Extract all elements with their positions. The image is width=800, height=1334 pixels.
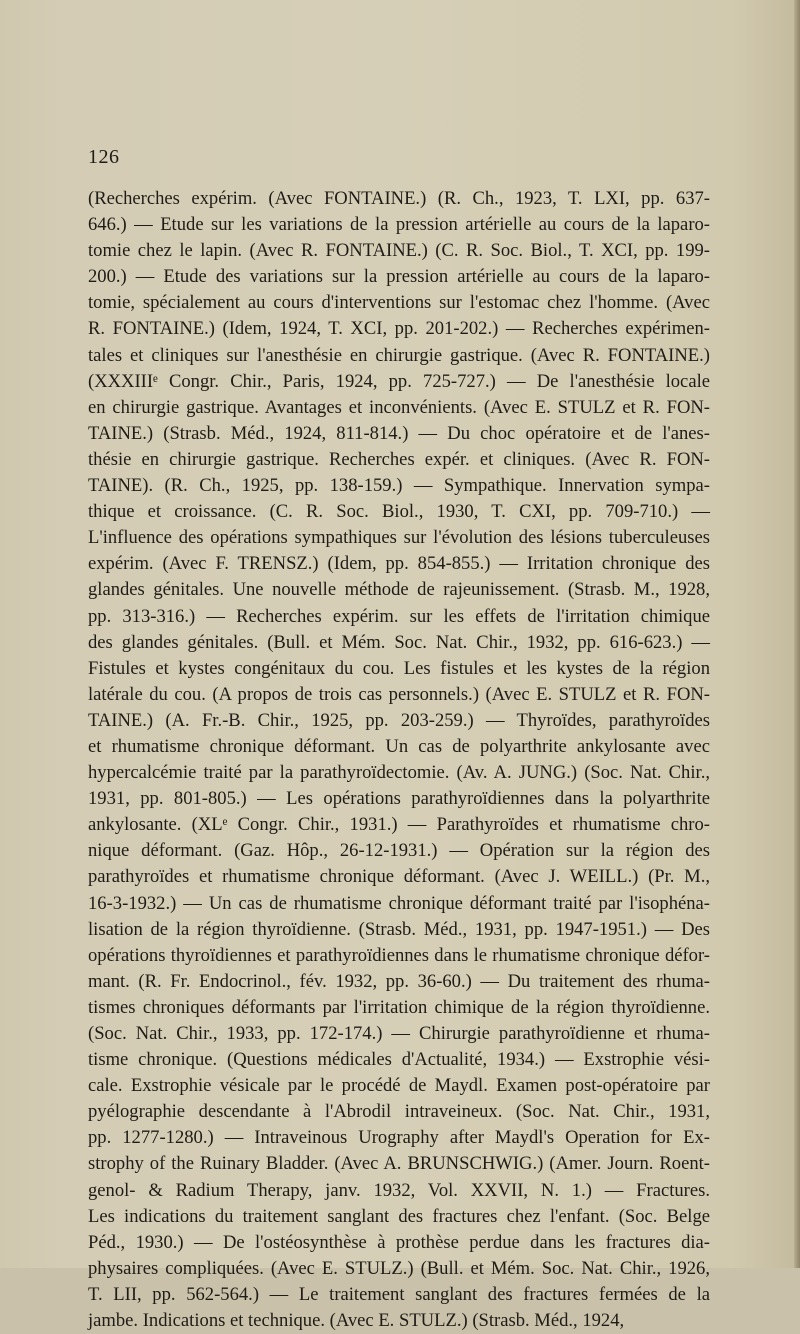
text-line: hypercalcémie traité par la parathyroïdectomie. (Av. A. JUNG.) (Soc. Nat. Chir.,	[88, 762, 710, 784]
text-line: opérations thyroïdiennes et parathyroïdiennes dans le rhumatisme chronique défor-	[88, 944, 710, 966]
text-line: thésie en chirurgie gastrique. Recherches expér. et cliniques. (Avec R. FON-	[88, 448, 710, 470]
text-line: thique et croissance. (C. R. Soc. Biol., 1930, T. CXI, pp. 709-710.) —	[88, 501, 710, 523]
text-line: tismes chroniques déformants par l'irritation chimique de la région thyroïdienne.	[88, 996, 710, 1018]
text-line: parathyroïdes et rhumatisme chronique déformant. (Avec J. WEILL.) (Pr. M.,	[88, 866, 710, 888]
text-line: Les indications du traitement sanglant des fractures chez l'enfant. (Soc. Belge	[88, 1205, 710, 1227]
page-number: 126	[88, 146, 120, 168]
text-line: (Soc. Nat. Chir., 1933, pp. 172-174.) — Chirurgie parathyroïdienne et rhuma-	[88, 1023, 710, 1044]
page-edge	[794, 0, 800, 1268]
text-line: pp. 313-316.) — Recherches expérim. sur les effets de l'irritation chimique	[88, 605, 710, 627]
text-line: tales et cliniques sur l'anesthésie en chirurgie gastrique. (Avec R. FONTAINE.)	[88, 344, 710, 366]
text-line: en chirurgie gastrique. Avantages et inconvénients. (Avec E. STULZ et R. FON-	[88, 396, 710, 418]
text-line: physaires compliquées. (Avec E. STULZ.) (Bull. et Mém. Soc. Nat. Chir., 1926,	[88, 1257, 710, 1279]
bibliography-text	[88, 186, 710, 1334]
text-line: 1931, pp. 801-805.) — Les opérations parathyroïdiennes dans la polyarthrite	[88, 788, 710, 810]
text-line: expérim. (Avec F. TRENSZ.) (Idem, pp. 854-855.) — Irritation chronique des	[88, 553, 710, 575]
text-line: Péd., 1930.) — De l'ostéosynthèse à prothèse perdue dans les fractures dia-	[88, 1231, 710, 1253]
text-line: TAINE.) (A. Fr.-B. Chir., 1925, pp. 203-259.) — Thyroïdes, parathyroïdes	[88, 709, 710, 731]
text-line: T. LII, pp. 562-564.) — Le traitement sanglant des fractures fermées de la	[88, 1283, 710, 1305]
text-line: ankylosante. (XLᵉ Congr. Chir., 1931.) — Parathyroïdes et rhumatisme chro-	[88, 814, 710, 836]
text-line: pp. 1277-1280.) — Intraveinous Urography after Maydl's Operation for Ex-	[88, 1127, 710, 1149]
text-line: 200.) — Etude des variations sur la pression artérielle au cours de la laparo-	[88, 266, 710, 288]
text-line: des glandes génitales. (Bull. et Mém. Soc. Nat. Chir., 1932, pp. 616-623.) —	[88, 631, 710, 653]
text-line: jambe. Indications et technique. (Avec E. STULZ.) (Strasb. Méd., 1924,	[88, 1310, 625, 1332]
text-line: cale. Exstrophie vésicale par le procédé de Maydl. Examen post-opératoire par	[88, 1075, 710, 1097]
text-line: et rhumatisme chronique déformant. Un cas de polyarthrite ankylosante avec	[88, 735, 710, 757]
text-line: tomie, spécialement au cours d'interventions sur l'estomac chez l'homme. (Avec	[88, 292, 710, 314]
text-line: TAINE.) (Strasb. Méd., 1924, 811-814.) — Du choc opératoire et de l'anes-	[88, 422, 710, 444]
text-line: mant. (R. Fr. Endocrinol., fév. 1932, pp. 36-60.) — Du traitement des rhuma-	[88, 970, 710, 992]
text-line: tomie chez le lapin. (Avec R. FONTAINE.) (C. R. Soc. Biol., T. XCI, pp. 199-	[88, 240, 710, 262]
text-line: genol- & Radium Therapy, janv. 1932, Vol. XXVII, N. 1.) — Fractures.	[88, 1179, 710, 1201]
text-line: Fistules et kystes congénitaux du cou. Les fistules et les kystes de la région	[88, 657, 710, 679]
text-line: TAINE). (R. Ch., 1925, pp. 138-159.) — Sympathique. Innervation sympa-	[88, 475, 710, 497]
text-line: (Recherches expérim. (Avec FONTAINE.) (R. Ch., 1923, T. LXI, pp. 637-	[88, 188, 710, 209]
text-line: tisme chronique. (Questions médicales d'Actualité, 1934.) — Exstrophie vési-	[88, 1049, 710, 1071]
text-line: L'influence des opérations sympathiques sur l'évolution des lésions tuberculeuses	[88, 527, 710, 549]
text-line: glandes génitales. Une nouvelle méthode de rajeunissement. (Strasb. M., 1928,	[88, 579, 710, 601]
text-line: R. FONTAINE.) (Idem, 1924, T. XCI, pp. 201-202.) — Recherches expérimen-	[88, 318, 710, 340]
text-line: strophy of the Ruinary Bladder. (Avec A. BRUNSCHWIG.) (Amer. Journ. Roent-	[88, 1153, 710, 1175]
text-line: 16-3-1932.) — Un cas de rhumatisme chronique déformant traité par l'isophéna-	[88, 892, 710, 914]
text-line: lisation de la région thyroïdienne. (Strasb. Méd., 1931, pp. 1947-1951.) — Des	[88, 918, 710, 940]
text-line: latérale du cou. (A propos de trois cas personnels.) (Avec E. STULZ et R. FON-	[88, 683, 710, 705]
text-line: (XXXIIIᵉ Congr. Chir., Paris, 1924, pp. 725-727.) — De l'anesthésie locale	[88, 370, 710, 392]
text-line: pyélographie descendante à l'Abrodil intraveineux. (Soc. Nat. Chir., 1931,	[88, 1101, 710, 1123]
text-line: 646.) — Etude sur les variations de la pression artérielle au cours de la laparo-	[88, 214, 710, 236]
text-line: nique déformant. (Gaz. Hôp., 26-12-1931.) — Opération sur la région des	[88, 840, 710, 862]
